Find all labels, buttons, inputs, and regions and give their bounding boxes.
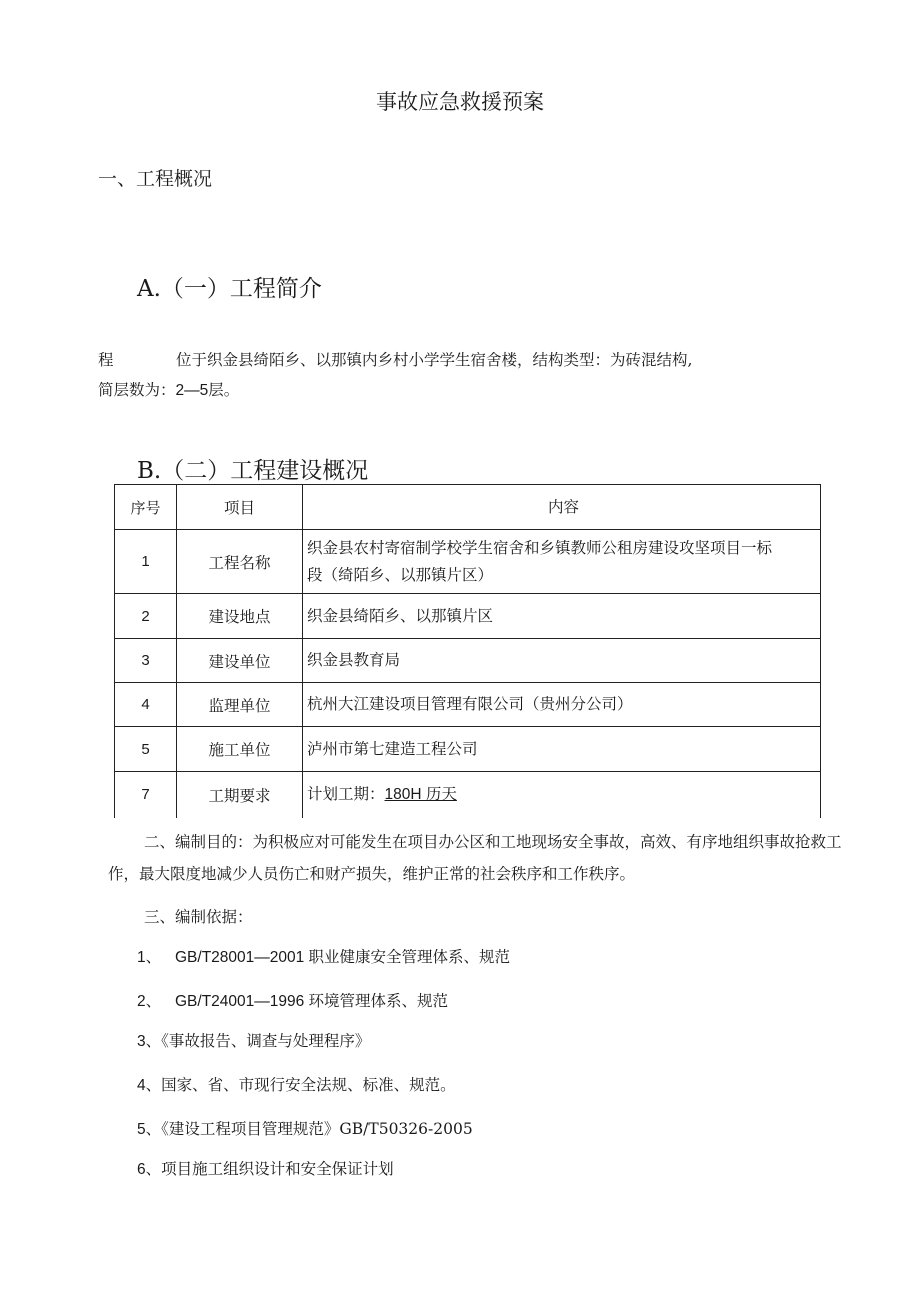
table-row bbox=[115, 683, 821, 727]
project-overview-table bbox=[114, 484, 821, 818]
table-header-row bbox=[115, 485, 821, 530]
table-row bbox=[115, 530, 821, 594]
row-content bbox=[303, 530, 821, 594]
row-content: 杭州大江建设项目管理有限公司（贵州分公司） bbox=[303, 683, 821, 727]
row-no: 7 bbox=[115, 772, 177, 818]
row-item: 工期要求 bbox=[177, 772, 303, 818]
row-item: 工程名称 bbox=[177, 530, 303, 594]
basis-item-text: GB/T24001—1996 环境管理体系、规范 bbox=[175, 993, 449, 1010]
basis-item-num: 3、 bbox=[137, 1033, 162, 1050]
section-1-heading: 一、工程概况 bbox=[98, 168, 213, 190]
subsection-b-heading: B.（二）工程建设概况 bbox=[137, 458, 369, 484]
row-content bbox=[303, 772, 821, 818]
subsection-a-heading: A.（一）工程简介 bbox=[137, 276, 322, 302]
basis-item bbox=[137, 1073, 456, 1095]
basis-item-text: 项目施工组织设计和安全保证计划 bbox=[161, 1160, 394, 1178]
intro-line-2 bbox=[98, 378, 239, 400]
intro-line-2-suffix: 层。 bbox=[208, 381, 240, 399]
row-no: 2 bbox=[115, 594, 177, 639]
row-item: 建设地点 bbox=[177, 594, 303, 639]
basis-item bbox=[137, 1157, 394, 1179]
row-no: 3 bbox=[115, 639, 177, 683]
row-content: 织金县绮陌乡、以那镇片区 bbox=[303, 594, 821, 639]
basis-item-num: 6、 bbox=[137, 1161, 162, 1178]
schedule-value: 180H 历天 bbox=[384, 786, 457, 804]
row-no: 4 bbox=[115, 683, 177, 727]
basis-item-num: 4、 bbox=[137, 1077, 162, 1094]
row-no: 1 bbox=[115, 530, 177, 594]
header-content: 内容 bbox=[303, 485, 821, 530]
intro-line-1: 位于织金县绮陌乡、以那镇内乡村小学学生宿舍楼，结构类型：为砖混结构, bbox=[176, 351, 693, 369]
row-item: 施工单位 bbox=[177, 727, 303, 772]
header-item: 项目 bbox=[177, 485, 303, 530]
basis-item-text: 国家、省、市现行安全法规、标准、规范。 bbox=[161, 1076, 456, 1094]
intro-line-2-prefix: 简层数为： bbox=[98, 381, 176, 399]
basis-item bbox=[137, 1117, 473, 1139]
row-item: 建设单位 bbox=[177, 639, 303, 683]
header-no: 序号 bbox=[115, 485, 177, 530]
basis-item bbox=[137, 945, 510, 967]
table-row bbox=[115, 727, 821, 772]
table-row bbox=[115, 594, 821, 639]
document-title: 事故应急救援预案 bbox=[376, 90, 544, 114]
row-content: 泸州市第七建造工程公司 bbox=[303, 727, 821, 772]
row-content-line: 段（绮陌乡、以那镇片区） bbox=[307, 565, 494, 584]
table-row bbox=[115, 639, 821, 683]
basis-item-text: GB/T28001—2001 职业健康安全管理体系、规范 bbox=[175, 949, 511, 966]
floor-count: 2—5 bbox=[175, 382, 209, 399]
row-content-line: 织金县农村寄宿制学校学生宿舍和乡镇教师公租房建设攻坚项目一标 bbox=[307, 538, 773, 557]
basis-item bbox=[137, 989, 448, 1011]
basis-item-text: 《事故报告、调查与处理程序》 bbox=[161, 1032, 371, 1050]
basis-item-num: 2、 bbox=[137, 993, 162, 1010]
basis-item-num: 5、 bbox=[137, 1121, 162, 1138]
table-row bbox=[115, 772, 821, 818]
basis-item-num: 1、 bbox=[137, 949, 162, 966]
intro-head-char: 程 bbox=[98, 351, 114, 369]
row-content: 织金县教育局 bbox=[303, 639, 821, 683]
section-3-heading: 三、编制依据： bbox=[144, 908, 253, 926]
section-2-paragraph: 二、编制目的：为积极应对可能发生在项目办公区和工地现场安全事故，高效、有序地组织事故抢救工作，最大限度地减少人员伤亡和财产损失，维护正常的社会秩序和工作秩序。 bbox=[108, 833, 842, 883]
row-item: 监理单位 bbox=[177, 683, 303, 727]
basis-item-text: 《建设工程项目管理规范》GB/T50326-2005 bbox=[161, 1120, 473, 1138]
row-no: 5 bbox=[115, 727, 177, 772]
basis-item bbox=[137, 1029, 370, 1051]
schedule-label: 计划工期： bbox=[307, 785, 385, 804]
